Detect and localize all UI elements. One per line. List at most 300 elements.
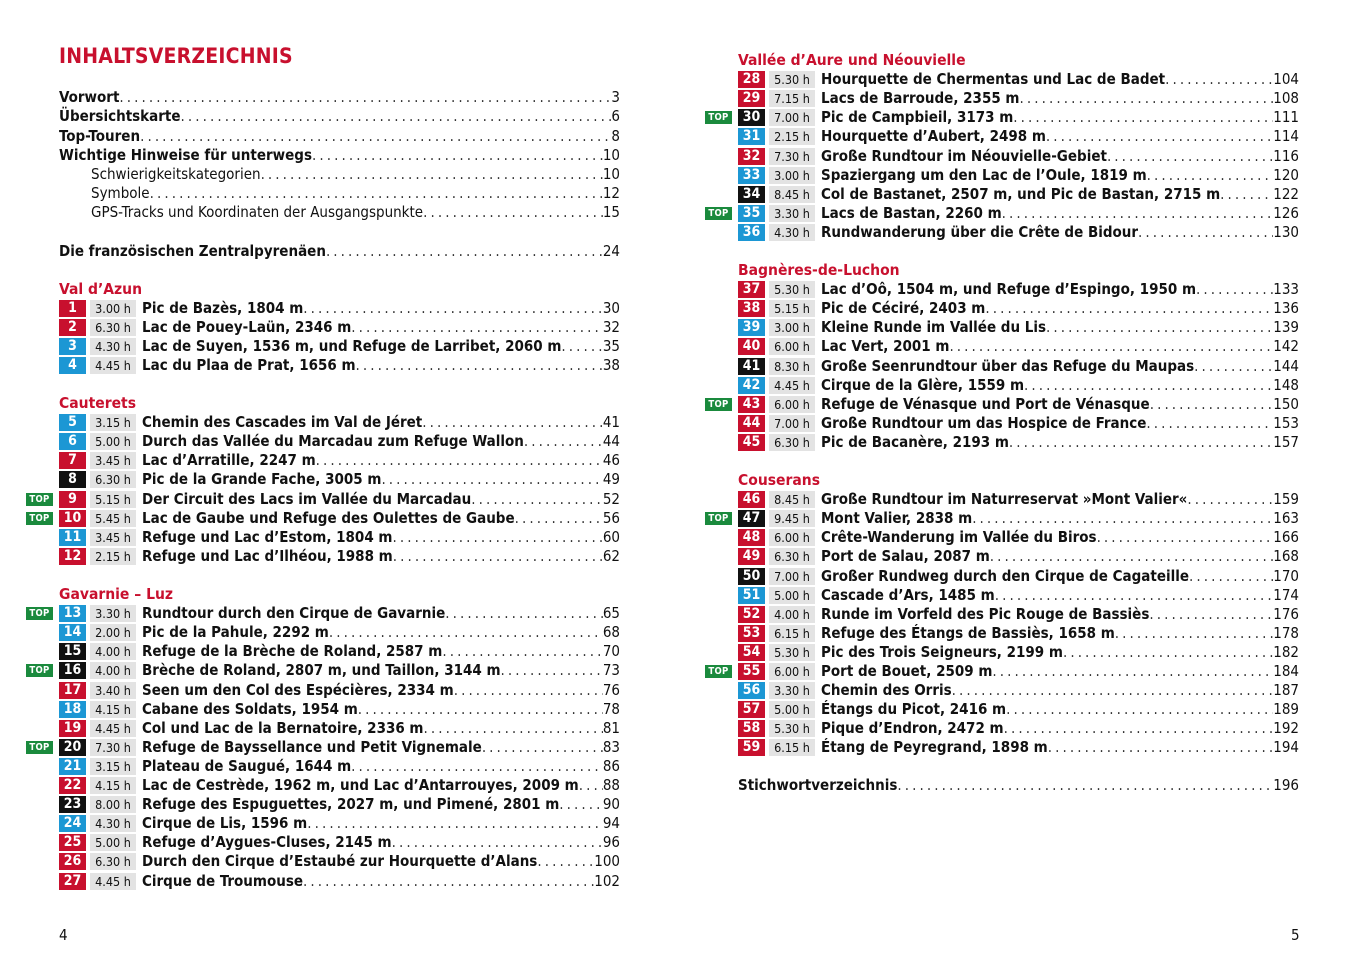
tour-page: 133 (1273, 280, 1299, 299)
tour-row[interactable] (738, 376, 1299, 395)
tour-row[interactable] (59, 700, 620, 719)
tour-title: Pic de Bazès, 1804 m (142, 299, 304, 318)
leader-dots (307, 814, 603, 833)
toc-entry[interactable] (59, 146, 620, 165)
leader-dots (442, 642, 602, 661)
tour-title: Col und Lac de la Bernatoire, 2336 m (142, 718, 424, 737)
tour-number-badge: 57 (738, 701, 765, 718)
tour-duration: 3.30 h (769, 205, 815, 222)
tour-number-badge: 21 (59, 758, 86, 775)
tour-title: Cirque de Troumouse (142, 871, 304, 890)
tour-title: Refuge des Espuguettes, 2027 m, und Pimené, 2801 m (142, 795, 560, 814)
toc-entry[interactable] (59, 88, 620, 107)
tour-row[interactable] (59, 337, 620, 356)
tour-duration: 7.30 h (90, 739, 136, 756)
tour-page: 100 (594, 852, 620, 871)
tour-row[interactable] (738, 433, 1299, 452)
tour-number-badge: 56 (738, 682, 765, 699)
tour-title: Cabane des Soldats, 1954 m (142, 699, 358, 718)
tour-number-badge: 54 (738, 644, 765, 661)
tour-number-badge: 19 (59, 720, 86, 737)
tour-page: 60 (602, 527, 620, 546)
tour-row[interactable] (738, 662, 1299, 681)
tour-page: 111 (1273, 108, 1299, 127)
tour-row[interactable] (59, 623, 620, 642)
tour-duration: 5.30 h (769, 71, 815, 88)
toc-entry-page: 10 (602, 146, 620, 164)
tour-row[interactable] (738, 605, 1299, 624)
tour-title: Étangs du Picot, 2416 m (821, 700, 1007, 719)
tour-page: 49 (602, 470, 620, 489)
tour-title: Col de Bastanet, 2507 m, und Pic de Bastan, 2715 m (821, 184, 1221, 203)
tour-duration: 4.30 h (769, 224, 815, 241)
tour-number-badge: 48 (738, 529, 765, 546)
tour-row[interactable] (738, 337, 1299, 356)
tour-duration: 3.00 h (90, 300, 136, 317)
leader-dots (392, 528, 602, 547)
tour-page: 187 (1273, 681, 1299, 700)
tour-duration: 7.00 h (769, 415, 815, 432)
toc-entry-label: Symbole (91, 184, 150, 202)
tour-row[interactable] (738, 624, 1299, 643)
tour-title: Der Circuit des Lacs im Vallée du Marcadau (142, 489, 472, 508)
tour-row[interactable] (738, 719, 1299, 738)
tour-page: 90 (602, 795, 620, 814)
tour-row[interactable] (59, 795, 620, 814)
tour-title: Pic de Céciré, 2403 m (821, 299, 986, 318)
tour-row[interactable] (59, 814, 620, 833)
tour-page: 70 (602, 642, 620, 661)
tour-page: 139 (1273, 318, 1299, 337)
tour-title: Kleine Runde im Vallée du Lis (821, 318, 1047, 337)
toc-entry-page: 8 (611, 127, 620, 145)
tour-title: Pic de la Grande Fache, 3005 m (142, 470, 382, 489)
tour-title: Lacs de Barroude, 2355 m (821, 89, 1020, 108)
tour-number-badge: 2 (59, 319, 86, 336)
leader-dots (952, 681, 1274, 700)
tour-title: Refuge und Lac d’Estom, 1804 m (142, 527, 393, 546)
tour-row[interactable] (59, 833, 620, 852)
tour-row[interactable] (59, 776, 620, 795)
tour-row[interactable] (59, 299, 620, 318)
tour-title: Refuge d’Aygues-Cluses, 2145 m (142, 833, 392, 852)
tour-number-badge: 4 (59, 357, 86, 374)
tour-duration: 4.00 h (90, 662, 136, 679)
toc-entry[interactable] (59, 127, 620, 146)
leader-dots (1002, 204, 1274, 223)
tour-duration: 4.30 h (90, 815, 136, 832)
tour-number-badge: 15 (59, 643, 86, 660)
tour-row[interactable] (738, 185, 1299, 204)
tour-number-badge: 32 (738, 148, 765, 165)
tour-page: 46 (602, 451, 620, 470)
tour-duration: 7.30 h (769, 148, 815, 165)
leader-dots (119, 88, 611, 107)
tour-page: 148 (1273, 375, 1299, 394)
toc-entry[interactable] (91, 184, 620, 203)
tour-duration: 3.00 h (769, 167, 815, 184)
leader-dots (358, 700, 603, 719)
tour-row[interactable] (738, 586, 1299, 605)
leader-dots (1046, 318, 1273, 337)
index-page: 196 (1273, 776, 1299, 794)
leader-dots (1009, 433, 1273, 452)
tour-title: Cirque de la Glère, 1559 m (821, 375, 1025, 394)
tour-row[interactable] (738, 528, 1299, 547)
tour-duration: 3.45 h (90, 452, 136, 469)
tour-duration: 6.00 h (769, 338, 815, 355)
tour-row[interactable] (59, 547, 620, 566)
tour-row[interactable] (738, 643, 1299, 662)
tour-title: Lac de Suyen, 1536 m, und Refuge de Larribet, 2060 m (142, 337, 562, 356)
leader-dots (972, 509, 1273, 528)
section-title: Couserans (738, 471, 821, 489)
tour-number-badge: 10 (59, 510, 86, 527)
leader-dots (559, 795, 603, 814)
leader-dots (501, 661, 603, 680)
leader-dots (392, 833, 603, 852)
tour-number-badge: 47 (738, 510, 765, 527)
tour-duration: 3.00 h (769, 319, 815, 336)
leader-dots (1013, 108, 1273, 127)
leader-dots (1019, 89, 1273, 108)
tour-number-badge: 53 (738, 625, 765, 642)
tour-title: Große Rundtour um das Hospice de France (821, 413, 1147, 432)
tour-page: 76 (602, 680, 620, 699)
tour-row[interactable] (738, 414, 1299, 433)
tour-duration: 6.15 h (769, 739, 815, 756)
tour-number-badge: 9 (59, 491, 86, 508)
tour-number-badge: 23 (59, 796, 86, 813)
tour-page: 52 (602, 489, 620, 508)
tour-duration: 7.00 h (769, 568, 815, 585)
tour-page: 194 (1273, 738, 1299, 757)
section-title: Cauterets (59, 394, 137, 412)
tour-title: Refuge de Vénasque und Port de Vénasque (821, 394, 1150, 413)
tour-number-badge: 11 (59, 529, 86, 546)
tour-row[interactable] (738, 509, 1299, 528)
tour-number-badge: 7 (59, 452, 86, 469)
tour-row[interactable] (738, 490, 1299, 509)
tour-number-badge: 14 (59, 624, 86, 641)
toc-entry[interactable] (59, 107, 620, 126)
tour-duration: 7.15 h (769, 90, 815, 107)
top-tour-badge: TOP (26, 493, 53, 506)
leader-dots (1220, 185, 1273, 204)
top-tour-badge: TOP (705, 207, 732, 220)
tour-page: 157 (1273, 432, 1299, 451)
leader-dots (524, 432, 603, 451)
tour-page: 102 (594, 871, 620, 890)
tour-number-badge: 58 (738, 720, 765, 737)
tour-number-badge: 3 (59, 338, 86, 355)
top-tour-badge: TOP (26, 512, 53, 525)
tour-page: 159 (1273, 490, 1299, 509)
tour-title: Étang de Peyregrand, 1898 m (821, 738, 1048, 757)
toc-entry[interactable] (91, 165, 620, 184)
tour-duration: 5.00 h (90, 433, 136, 450)
leader-dots (181, 107, 612, 126)
tour-title: Port de Bouet, 2509 m (821, 662, 993, 680)
tour-row[interactable] (59, 757, 620, 776)
leader-dots (992, 662, 1273, 681)
tour-duration: 4.15 h (90, 777, 136, 794)
tour-number-badge: 50 (738, 568, 765, 585)
tour-duration: 6.30 h (769, 548, 815, 565)
tour-number-badge: 30 (738, 109, 765, 126)
tour-row[interactable] (59, 490, 620, 509)
leader-dots (381, 470, 602, 489)
tour-duration: 6.30 h (90, 853, 136, 870)
tour-row[interactable] (738, 280, 1299, 299)
tour-number-badge: 45 (738, 434, 765, 451)
tour-row[interactable] (738, 681, 1299, 700)
leader-dots (1189, 567, 1273, 586)
tour-duration: 6.00 h (769, 663, 815, 680)
tour-number-badge: 46 (738, 491, 765, 508)
tour-row[interactable] (738, 738, 1299, 757)
tour-duration: 6.00 h (769, 396, 815, 413)
tour-number-badge: 42 (738, 377, 765, 394)
leader-dots (1196, 280, 1273, 299)
toc-entry[interactable] (59, 242, 620, 261)
tour-duration: 8.45 h (769, 491, 815, 508)
tour-row[interactable] (59, 604, 620, 623)
tour-page: 56 (602, 508, 620, 527)
tour-page: 136 (1273, 299, 1299, 318)
toc-entry-page: 6 (611, 107, 620, 125)
tour-page: 32 (602, 318, 620, 337)
leader-dots (1165, 70, 1273, 89)
tour-row[interactable] (59, 852, 620, 871)
leader-dots (422, 413, 603, 432)
tour-title: Seen um den Col des Espécières, 2334 m (142, 680, 454, 699)
tour-number-badge: 38 (738, 300, 765, 317)
section-title: Gavarnie – Luz (59, 585, 173, 603)
tour-page: 182 (1273, 642, 1299, 661)
tour-row[interactable] (738, 166, 1299, 185)
tour-row[interactable] (738, 395, 1299, 414)
toc-entry-label: Wichtige Hinweise für unterwegs (59, 146, 312, 164)
page-title: INHALTSVERZEICHNIS (59, 44, 293, 68)
tour-duration: 6.30 h (90, 319, 136, 336)
tour-row[interactable] (738, 147, 1299, 166)
tour-title: Lac de Pouey-Laün, 2346 m (142, 318, 352, 337)
tour-title: Cirque de Lis, 1596 m (142, 814, 308, 833)
tour-row[interactable] (59, 470, 620, 489)
tour-title: Große Seenrundtour über das Refuge du Maupas (821, 356, 1195, 375)
tour-number-badge: 51 (738, 587, 765, 604)
tour-page: 30 (602, 299, 620, 318)
top-tour-badge: TOP (705, 512, 732, 525)
tour-duration: 3.45 h (90, 529, 136, 546)
tour-title: Große Rundtour im Néouvielle-Gebiet (821, 146, 1107, 165)
leader-dots (423, 203, 603, 222)
top-tour-badge: TOP (26, 607, 53, 620)
tour-title: Plateau de Saugué, 1644 m (142, 756, 352, 775)
leader-dots (985, 299, 1273, 318)
tour-number-badge: 17 (59, 682, 86, 699)
tour-page: 126 (1273, 203, 1299, 222)
tour-row[interactable] (59, 356, 620, 375)
page-number-right: 5 (1291, 926, 1300, 944)
leader-dots (329, 623, 603, 642)
tour-number-badge: 39 (738, 319, 765, 336)
tour-page: 108 (1273, 89, 1299, 108)
index-entry[interactable] (738, 776, 1299, 795)
leader-dots (1046, 127, 1273, 146)
leader-dots (1147, 166, 1274, 185)
tour-number-badge: 6 (59, 433, 86, 450)
leader-dots (445, 604, 603, 623)
tour-row[interactable] (59, 413, 620, 432)
tour-number-badge: 8 (59, 471, 86, 488)
tour-title: Große Rundtour im Naturreservat »Mont Valier« (821, 490, 1188, 509)
tour-row[interactable] (59, 719, 620, 738)
leader-dots (482, 738, 603, 757)
tour-number-badge: 49 (738, 548, 765, 565)
tour-row[interactable] (59, 661, 620, 680)
leader-dots (579, 776, 603, 795)
tour-page: 81 (602, 718, 620, 737)
tour-duration: 3.30 h (769, 682, 815, 699)
tour-title: Lac de Gaube und Refuge des Oulettes de Gaube (142, 508, 515, 527)
leader-dots (1115, 624, 1273, 643)
tour-row[interactable] (59, 509, 620, 528)
leader-dots (949, 337, 1273, 356)
tour-row[interactable] (59, 318, 620, 337)
right-page (680, 0, 1359, 969)
leader-dots (1138, 223, 1273, 242)
tour-title: Pic de Bacanère, 2193 m (821, 432, 1009, 451)
tour-row[interactable] (738, 127, 1299, 146)
tour-row[interactable] (738, 299, 1299, 318)
tour-title: Crête-Wanderung im Vallée du Biros (821, 528, 1097, 547)
leader-dots (140, 127, 611, 146)
tour-title: Großer Rundweg durch den Cirque de Cagateille (821, 566, 1190, 585)
tour-title: Hourquette de Chermentas und Lac de Badet (821, 70, 1166, 89)
tour-duration: 5.45 h (90, 510, 136, 527)
top-tour-badge: TOP (26, 664, 53, 677)
tour-number-badge: 59 (738, 739, 765, 756)
leader-dots (351, 757, 603, 776)
tour-number-badge: 35 (738, 205, 765, 222)
tour-row[interactable] (738, 89, 1299, 108)
tour-page: 192 (1273, 719, 1299, 738)
tour-row[interactable] (738, 357, 1299, 376)
tour-page: 116 (1273, 146, 1299, 165)
tour-duration: 5.15 h (90, 491, 136, 508)
tour-row[interactable] (738, 318, 1299, 337)
tour-row[interactable] (59, 738, 620, 757)
tour-title: Rundtour durch den Cirque de Gavarnie (142, 604, 446, 623)
tour-title: Pique d’Endron, 2472 m (821, 719, 1004, 738)
tour-duration: 8.00 h (90, 796, 136, 813)
tour-title: Refuge de la Brèche de Roland, 2587 m (142, 642, 443, 661)
leader-dots (303, 299, 603, 318)
toc-entry[interactable] (91, 203, 620, 222)
top-tour-badge: TOP (705, 665, 732, 678)
tour-duration: 7.00 h (769, 109, 815, 126)
tour-row[interactable] (59, 681, 620, 700)
tour-duration: 4.00 h (90, 643, 136, 660)
tour-row[interactable] (738, 204, 1299, 223)
tour-row[interactable] (738, 547, 1299, 566)
tour-duration: 9.45 h (769, 510, 815, 527)
tour-page: 163 (1273, 509, 1299, 528)
tour-duration: 3.30 h (90, 605, 136, 622)
leader-dots (537, 852, 594, 871)
tour-page: 96 (602, 833, 620, 852)
tour-number-badge: 12 (59, 548, 86, 565)
leader-dots (471, 490, 603, 509)
leader-dots (356, 356, 603, 375)
tour-row[interactable] (59, 451, 620, 470)
tour-page: 184 (1273, 662, 1299, 680)
tour-title: Refuge des Étangs de Bassiès, 1658 m (821, 623, 1115, 642)
tour-page: 38 (602, 356, 620, 375)
tour-row[interactable] (738, 108, 1299, 127)
tour-row[interactable] (738, 567, 1299, 586)
leader-dots (897, 776, 1273, 795)
tour-duration: 4.30 h (90, 338, 136, 355)
section-title: Val d’Azun (59, 280, 143, 298)
tour-page: 68 (602, 623, 620, 642)
tour-title: Refuge und Lac d’Ilhéou, 1988 m (142, 546, 393, 565)
tour-title: Lac Vert, 2001 m (821, 337, 950, 356)
tour-row[interactable] (738, 223, 1299, 242)
leader-dots (1006, 700, 1273, 719)
tour-number-badge: 18 (59, 701, 86, 718)
tour-number-badge: 13 (59, 605, 86, 622)
toc-entry-page: 3 (611, 88, 620, 106)
page-number-left: 4 (59, 926, 68, 944)
leader-dots (1194, 357, 1273, 376)
tour-row[interactable] (738, 700, 1299, 719)
tour-page: 189 (1273, 700, 1299, 719)
tour-row[interactable] (59, 872, 620, 891)
tour-number-badge: 27 (59, 873, 86, 890)
tour-page: 166 (1273, 528, 1299, 547)
tour-page: 153 (1273, 413, 1299, 432)
toc-entry-page: 10 (602, 165, 620, 183)
tour-page: 174 (1273, 585, 1299, 604)
toc-entry-label: GPS-Tracks und Koordinaten der Ausgangspunkte (91, 203, 424, 221)
tour-title: Chemin des Orris (821, 681, 952, 700)
toc-entry-label: Schwierigkeitskategorien (91, 165, 261, 183)
tour-title: Runde im Vorfeld des Pic Rouge de Bassiès (821, 604, 1150, 623)
tour-page: 65 (602, 604, 620, 623)
tour-page: 94 (602, 814, 620, 833)
leader-dots (1187, 490, 1273, 509)
toc-entry-label: Top-Touren (59, 127, 141, 145)
tour-duration: 5.30 h (769, 644, 815, 661)
section-title: Vallée d’Aure und Néouvielle (738, 51, 966, 69)
tour-number-badge: 22 (59, 777, 86, 794)
tour-row[interactable] (59, 642, 620, 661)
tour-duration: 6.30 h (769, 434, 815, 451)
toc-entry-label: Übersichtskarte (59, 107, 181, 125)
tour-duration: 6.00 h (769, 529, 815, 546)
tour-title: Cascade d’Ars, 1485 m (821, 585, 995, 604)
tour-row[interactable] (59, 528, 620, 547)
tour-duration: 3.40 h (90, 682, 136, 699)
leader-dots (1024, 376, 1273, 395)
tour-duration: 5.30 h (769, 720, 815, 737)
tour-row[interactable] (59, 432, 620, 451)
tour-title: Hourquette d’Aubert, 2498 m (821, 127, 1046, 146)
tour-row[interactable] (738, 70, 1299, 89)
